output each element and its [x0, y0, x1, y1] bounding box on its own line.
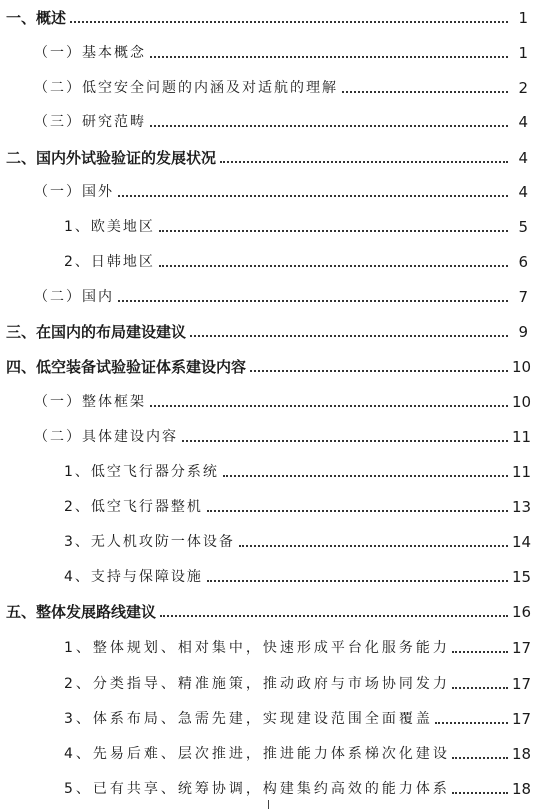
toc-entry-safety-connotation[interactable] — [0, 74, 548, 98]
toc-entry-page: 11 — [512, 428, 532, 446]
dot-leader — [220, 161, 508, 163]
toc-entry-domestic[interactable] — [0, 283, 548, 307]
toc-entry-roadmap-2[interactable] — [0, 670, 548, 694]
toc-entry-page: 14 — [512, 533, 532, 551]
dot-leader — [150, 125, 508, 127]
toc-entry-label: （一）整体框架 — [34, 394, 146, 410]
dot-leader — [150, 56, 508, 58]
dot-leader — [118, 195, 508, 197]
dot-leader — [150, 405, 508, 407]
dot-leader — [159, 265, 508, 267]
dot-leader — [190, 335, 508, 337]
toc-entry-label: 1、低空飞行器分系统 — [64, 464, 219, 480]
toc-entry-construction-content[interactable] — [0, 423, 548, 447]
dot-leader — [435, 722, 508, 724]
toc-entry-page: 10 — [512, 393, 532, 411]
toc-entry-support-facilities[interactable] — [0, 563, 548, 587]
toc-entry-label: 4、先易后难、层次推进，推进能力体系梯次化建设 — [64, 746, 450, 762]
toc-entry-label: （二）具体建设内容 — [34, 429, 178, 445]
toc-entry-label: 3、体系布局、急需先建，实现建设范围全面覆盖 — [64, 711, 433, 727]
toc-entry-page: 18 — [512, 745, 532, 763]
toc-entry-page: 11 — [512, 463, 532, 481]
toc-entry-page: 2 — [518, 79, 528, 97]
toc-entry-page: 7 — [518, 288, 528, 306]
toc-entry-page: 18 — [512, 780, 532, 798]
toc-entry-page: 15 — [512, 568, 532, 586]
toc-entry-label: （三）研究范畴 — [34, 114, 146, 130]
toc-entry-europe-america[interactable] — [0, 213, 548, 237]
toc-entry-page: 4 — [518, 149, 528, 167]
toc-entry-page: 9 — [518, 323, 528, 341]
dot-leader — [182, 440, 508, 442]
toc-entry-roadmap-1[interactable] — [0, 634, 548, 658]
dot-leader — [70, 21, 508, 23]
dot-leader — [239, 545, 508, 547]
toc-entry-domestic-layout[interactable] — [0, 318, 548, 342]
toc-entry-overview[interactable] — [0, 4, 548, 28]
dot-leader — [207, 580, 508, 582]
toc-entry-roadmap-3[interactable] — [0, 705, 548, 729]
dot-leader — [160, 615, 508, 617]
toc-entry-label: 5、已有共享、统筹协调，构建集约高效的能力体系 — [64, 781, 450, 797]
toc-entry-label: 一、概述 — [6, 9, 67, 27]
dot-leader — [452, 651, 508, 653]
dot-leader — [452, 792, 508, 794]
toc-entry-page: 10 — [512, 358, 532, 376]
toc-entry-page: 4 — [518, 183, 528, 201]
dot-leader — [207, 510, 508, 512]
text-cursor — [268, 800, 269, 809]
toc-entry-page: 17 — [512, 675, 532, 693]
toc-entry-label: 1、整体规划、相对集中，快速形成平台化服务能力 — [64, 640, 450, 656]
dot-leader — [118, 300, 508, 302]
toc-entry-page: 1 — [518, 9, 528, 27]
toc-entry-label: 四、低空装备试验验证体系建设内容 — [6, 358, 247, 376]
toc-entry-abroad[interactable] — [0, 178, 548, 202]
toc-entry-roadmap-4[interactable] — [0, 740, 548, 764]
toc-entry-research-scope[interactable] — [0, 108, 548, 132]
dot-leader — [159, 230, 508, 232]
toc-entry-page: 16 — [512, 603, 532, 621]
toc-entry-basic-concepts[interactable] — [0, 39, 548, 63]
toc-entry-label: 1、欧美地区 — [64, 219, 155, 235]
toc-entry-verification-system[interactable] — [0, 353, 548, 377]
toc-entry-page: 13 — [512, 498, 532, 516]
toc-entry-label: （二）国内 — [34, 289, 114, 305]
toc-entry-page: 5 — [518, 218, 528, 236]
toc-entry-page: 17 — [512, 639, 532, 657]
toc-entry-label: 2、分类指导、精准施策，推动政府与市场协同发力 — [64, 676, 450, 692]
toc-entry-label: 五、整体发展路线建议 — [6, 603, 157, 621]
dot-leader — [452, 757, 508, 759]
toc-entry-page: 1 — [518, 44, 528, 62]
toc-entry-label: 二、国内外试验验证的发展状况 — [6, 149, 217, 167]
toc-entry-page: 4 — [518, 113, 528, 131]
toc-entry-complete-aircraft[interactable] — [0, 493, 548, 517]
toc-entry-label: （一）国外 — [34, 184, 114, 200]
dot-leader — [250, 370, 508, 372]
toc-entry-label: （一）基本概念 — [34, 45, 146, 61]
toc-entry-development-roadmap[interactable] — [0, 598, 548, 622]
toc-entry-label: 2、低空飞行器整机 — [64, 499, 203, 515]
toc-entry-label: 4、支持与保障设施 — [64, 569, 203, 585]
toc-entry-overall-framework[interactable] — [0, 388, 548, 412]
toc-entry-label: （二）低空安全问题的内涵及对适航的理解 — [34, 80, 338, 96]
toc-entry-label: 三、在国内的布局建设建议 — [6, 323, 187, 341]
toc-entry-page: 6 — [518, 253, 528, 271]
toc-entry-japan-korea[interactable] — [0, 248, 548, 272]
toc-entry-uav-attack-defense[interactable] — [0, 528, 548, 552]
toc-entry-roadmap-5[interactable] — [0, 775, 548, 799]
dot-leader — [342, 91, 508, 93]
toc-entry-label: 2、日韩地区 — [64, 254, 155, 270]
toc-entry-label: 3、无人机攻防一体设备 — [64, 534, 235, 550]
dot-leader — [223, 475, 508, 477]
toc-entry-development-status[interactable] — [0, 144, 548, 168]
toc-entry-page: 17 — [512, 710, 532, 728]
dot-leader — [452, 687, 508, 689]
toc-entry-subsystems[interactable] — [0, 458, 548, 482]
